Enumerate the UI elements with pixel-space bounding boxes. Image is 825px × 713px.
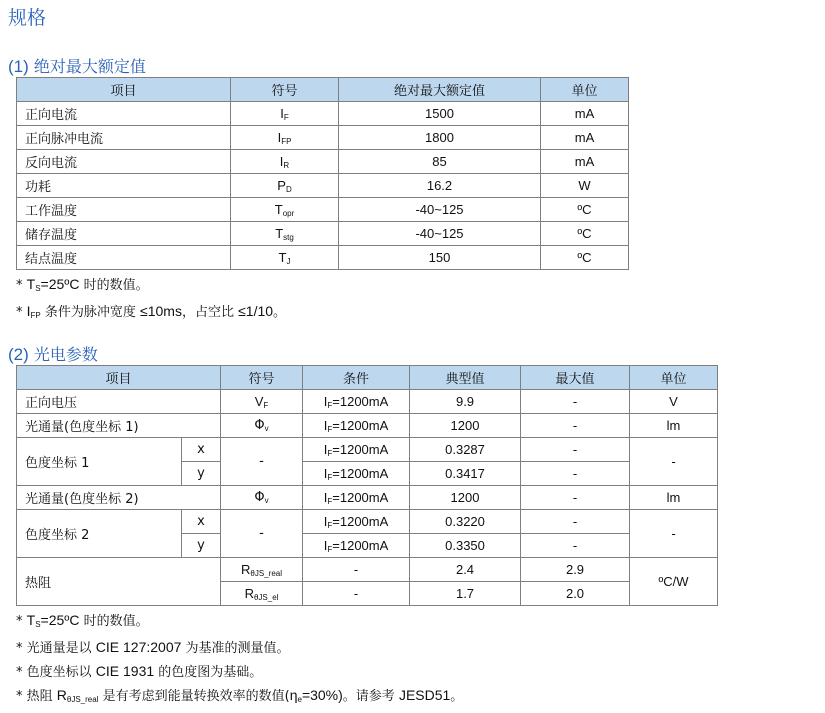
table-row: [17, 414, 718, 438]
row-typical: 0.3417: [410, 462, 521, 486]
row-value: 150: [339, 246, 541, 270]
header-item: 项目: [17, 78, 231, 102]
section-2-number: (2): [8, 345, 29, 364]
row-symbol: -: [221, 438, 303, 486]
row-condition: -: [303, 582, 410, 606]
row-symbol: -: [221, 510, 303, 558]
row-unit: ºC/W: [630, 558, 718, 606]
row-condition: -: [303, 558, 410, 582]
row-max: -: [521, 438, 630, 462]
table-row: [17, 438, 718, 462]
row-max: -: [521, 390, 630, 414]
table-row: [17, 126, 629, 150]
table-row: [17, 174, 629, 198]
row-symbol: $V_F$: [221, 390, 303, 414]
row-condition: $I_F=1200mA$: [303, 534, 410, 558]
row-unit: lm: [630, 486, 718, 510]
header-unit: 单位: [630, 366, 718, 390]
table-header-row: [17, 366, 718, 390]
table-row: [17, 246, 629, 270]
note-luminous-flux: * 光通量是以 CIE 127:2007 为基准的测量值。: [16, 639, 290, 656]
section-2-notes: [16, 609, 463, 711]
row-item: 光通量(色度坐标 2): [17, 486, 221, 510]
section-2-title: 光电参数: [33, 345, 98, 364]
row-unit: W: [541, 174, 629, 198]
row-typical: 0.3350: [410, 534, 521, 558]
row-sub-label-x: x: [182, 510, 221, 534]
row-item: 反向电流: [17, 150, 231, 174]
table-row: [17, 150, 629, 174]
optoelectronic-parameters-table: [16, 365, 718, 606]
row-symbol: $T_J$: [231, 246, 339, 270]
absolute-max-ratings-table: [16, 77, 629, 270]
row-typical: 1200: [410, 414, 521, 438]
header-symbol: 符号: [231, 78, 339, 102]
section-1-notes: [16, 273, 286, 327]
table-row: [17, 558, 718, 582]
row-item: 储存温度: [17, 222, 231, 246]
table-row: [17, 486, 718, 510]
row-sub-label-y: y: [182, 534, 221, 558]
row-unit: -: [630, 510, 718, 558]
row-value: -40~125: [339, 222, 541, 246]
row-symbol: $R_{\theta JS\_real}$: [221, 558, 303, 582]
row-symbol: $I_F$: [231, 102, 339, 126]
row-item: 正向电压: [17, 390, 221, 414]
row-typical: 0.3287: [410, 438, 521, 462]
note-temperature: * $T_S=25ºC$ 时的数值。: [16, 612, 149, 629]
note-pulse-condition: * $I_{FP}$ 条件为脉冲宽度 ≤10ms，占空比 ≤1/10。: [16, 303, 287, 320]
row-unit: V: [630, 390, 718, 414]
row-item: 色度坐标 1: [17, 438, 182, 486]
page-title: 规格: [8, 7, 47, 29]
row-condition: $I_F=1200mA$: [303, 390, 410, 414]
row-item: 结点温度: [17, 246, 231, 270]
section-1-number: (1): [8, 57, 29, 76]
row-unit: mA: [541, 150, 629, 174]
row-condition: $I_F=1200mA$: [303, 486, 410, 510]
table-row: [17, 390, 718, 414]
row-sub-label-x: x: [182, 438, 221, 462]
header-symbol: 符号: [221, 366, 303, 390]
row-value: 1800: [339, 126, 541, 150]
row-symbol: $\Phi_v$: [221, 486, 303, 510]
row-typical: 9.9: [410, 390, 521, 414]
row-symbol: $I_R$: [231, 150, 339, 174]
section-1-title: 绝对最大额定值: [33, 57, 146, 76]
row-max: 2.0: [521, 582, 630, 606]
row-symbol: $P_D$: [231, 174, 339, 198]
note-thermal-resistance: * 热阻 $R_{\theta JS\_real}$ 是有考虑到能量转换效率的数值$(\eta_e=30\%)$。请参考 JESD51。: [16, 687, 464, 704]
row-max: -: [521, 534, 630, 558]
row-item: 正向电流: [17, 102, 231, 126]
row-item: 光通量(色度坐标 1): [17, 414, 221, 438]
section-2-heading: [8, 342, 98, 365]
table-row: [17, 198, 629, 222]
section-1-heading: [8, 54, 146, 77]
header-max: 最大值: [521, 366, 630, 390]
row-value: 16.2: [339, 174, 541, 198]
note-temperature: * $T_S=25ºC$ 时的数值。: [16, 276, 149, 293]
row-max: -: [521, 414, 630, 438]
row-max: -: [521, 486, 630, 510]
row-max: -: [521, 462, 630, 486]
note-chromaticity: * 色度坐标以 CIE 1931 的色度图为基础。: [16, 663, 263, 680]
row-unit: lm: [630, 414, 718, 438]
row-item: 热阻: [17, 558, 221, 606]
table-header-row: [17, 78, 629, 102]
row-max: -: [521, 510, 630, 534]
row-max: 2.9: [521, 558, 630, 582]
header-typical: 典型值: [410, 366, 521, 390]
header-item: 项目: [17, 366, 221, 390]
row-symbol: $T_{stg}$: [231, 222, 339, 246]
row-value: 1500: [339, 102, 541, 126]
header-rating: 绝对最大额定值: [339, 78, 541, 102]
table-row: [17, 510, 718, 534]
row-symbol: $\Phi_v$: [221, 414, 303, 438]
row-symbol: $T_{opr}$: [231, 198, 339, 222]
row-condition: $I_F=1200mA$: [303, 462, 410, 486]
row-item: 功耗: [17, 174, 231, 198]
row-condition: $I_F=1200mA$: [303, 438, 410, 462]
row-unit: ºC: [541, 246, 629, 270]
row-unit: mA: [541, 126, 629, 150]
row-unit: ºC: [541, 198, 629, 222]
row-unit: -: [630, 438, 718, 486]
row-value: -40~125: [339, 198, 541, 222]
table-row: [17, 102, 629, 126]
row-unit: mA: [541, 102, 629, 126]
row-typical: 0.3220: [410, 510, 521, 534]
header-unit: 单位: [541, 78, 629, 102]
row-symbol: $R_{\theta JS\_el}$: [221, 582, 303, 606]
row-condition: $I_F=1200mA$: [303, 414, 410, 438]
row-symbol: $I_{FP}$: [231, 126, 339, 150]
row-condition: $I_F=1200mA$: [303, 510, 410, 534]
row-item: 正向脉冲电流: [17, 126, 231, 150]
header-condition: 条件: [303, 366, 410, 390]
row-typical: 2.4: [410, 558, 521, 582]
row-typical: 1.7: [410, 582, 521, 606]
table-row: [17, 222, 629, 246]
row-item: 色度坐标 2: [17, 510, 182, 558]
row-value: 85: [339, 150, 541, 174]
row-unit: ºC: [541, 222, 629, 246]
row-typical: 1200: [410, 486, 521, 510]
row-item: 工作温度: [17, 198, 231, 222]
row-sub-label-y: y: [182, 462, 221, 486]
